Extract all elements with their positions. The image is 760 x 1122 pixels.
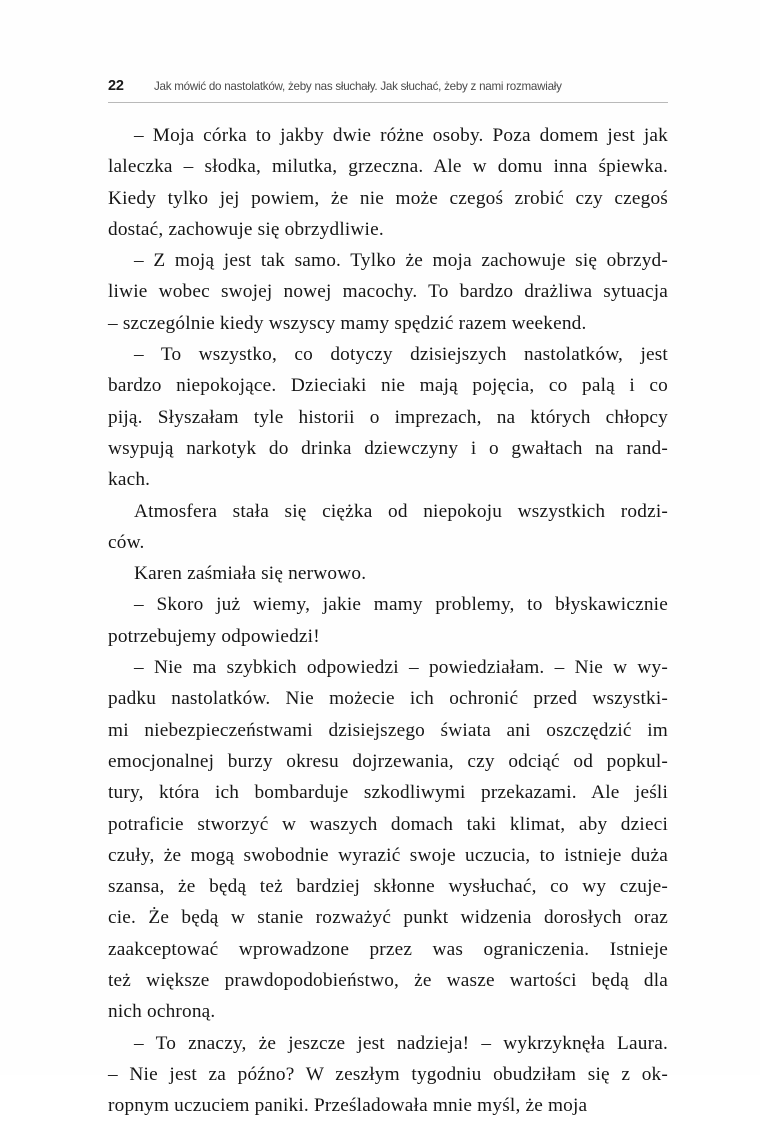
text-line: – szczególnie kiedy wszyscy mamy spędzić razem weekend. — [108, 312, 587, 334]
paragraph — [108, 339, 668, 495]
header-rule — [108, 102, 668, 103]
text-line: Atmosfera stała się ciężka od niepokoju wszystkich rodzi- — [134, 500, 668, 522]
text-line: mi niebezpieczeństwami dzisiejszego świata ani oszczędzić im — [108, 719, 668, 741]
body-text-block — [108, 120, 668, 1122]
text-line: ców. — [108, 531, 145, 553]
text-line: tury, która ich bombarduje szkodliwymi przekazami. Ale jeśli — [108, 782, 668, 804]
text-line: potrzebujemy odpowiedzi! — [108, 625, 320, 647]
paragraph — [108, 245, 668, 339]
paragraph — [108, 558, 668, 589]
text-line: kach. — [108, 469, 151, 491]
text-line: wsypują narkotyk do drinka dziewczyny i o gwałtach na rand- — [108, 437, 668, 459]
running-head — [108, 78, 668, 94]
paragraph — [108, 589, 668, 652]
text-line: – To znaczy, że jeszcze jest nadzieja! – wykrzyknęła Laura. — [134, 1032, 668, 1054]
text-line: zaakceptować wprowadzone przez was ograniczenia. Istnieje — [108, 938, 668, 960]
text-line: – Moja córka to jakby dwie różne osoby. Poza domem jest jak — [134, 125, 668, 146]
text-line: bardzo niepokojące. Dzieciaki nie mają pojęcia, co palą i co — [108, 375, 668, 397]
text-line: piją. Słyszałam tyle historii o imprezach, na których chłopcy — [108, 406, 668, 428]
text-line: – To wszystko, co dotyczy dzisiejszych nastolatków, jest — [134, 344, 668, 366]
text-line: Karen zaśmiała się nerwowo. — [134, 563, 367, 585]
text-line: – Z moją jest tak samo. Tylko że moja zachowuje się obrzyd- — [134, 250, 668, 272]
text-line: dostać, zachowuje się obrzydliwie. — [108, 218, 384, 240]
text-line: szansa, że będą też bardziej skłonne wysłuchać, co wy czuje- — [108, 876, 668, 898]
text-line: emocjonalnej burzy okresu dojrzewania, czy odciąć od popkul- — [108, 750, 668, 772]
text-line: też większe prawdopodobieństwo, że wasze wartości będą dla — [108, 970, 668, 992]
text-line: liwie wobec swojej nowej macochy. To bardzo drażliwa sytuacja — [108, 281, 668, 303]
text-line: padku nastolatków. Nie możecie ich ochronić przed wszystki- — [108, 688, 668, 710]
text-line: Kiedy tylko jej powiem, że nie może czegoś zrobić czy czegoś — [108, 187, 668, 209]
text-line: czuły, że mogą swobodnie wyrazić swoje uczucia, to istnieje duża — [108, 844, 668, 866]
text-line: nich ochroną. — [108, 1001, 216, 1023]
paragraph — [108, 652, 668, 1028]
text-line: – Skoro już wiemy, jakie mamy problemy, to błyskawicznie — [134, 594, 668, 616]
text-line: ropnym uczuciem paniki. Prześladowała mnie myśl, że moja — [108, 1095, 588, 1117]
text-line: laleczka – słodka, milutka, grzeczna. Ale w domu inna śpiewka. — [108, 156, 668, 178]
text-line: – Nie ma szybkich odpowiedzi – powiedziałam. – Nie w wy- — [134, 657, 668, 679]
text-line: – Nie jest za późno? W zeszłym tygodniu obudziłam się z ok- — [108, 1063, 668, 1085]
page-number: 22 — [108, 78, 124, 94]
text-line: potraficie stworzyć w waszych domach taki klimat, aby dzieci — [108, 813, 668, 835]
text-line: cie. Że będą w stanie rozważyć punkt widzenia dorosłych oraz — [108, 907, 668, 929]
paragraph — [108, 496, 668, 559]
running-head-title: Jak mówić do nastolatków, żeby nas słuchały. Jak słuchać, żeby z nami rozmawiały — [154, 80, 562, 93]
paragraph — [108, 120, 668, 245]
